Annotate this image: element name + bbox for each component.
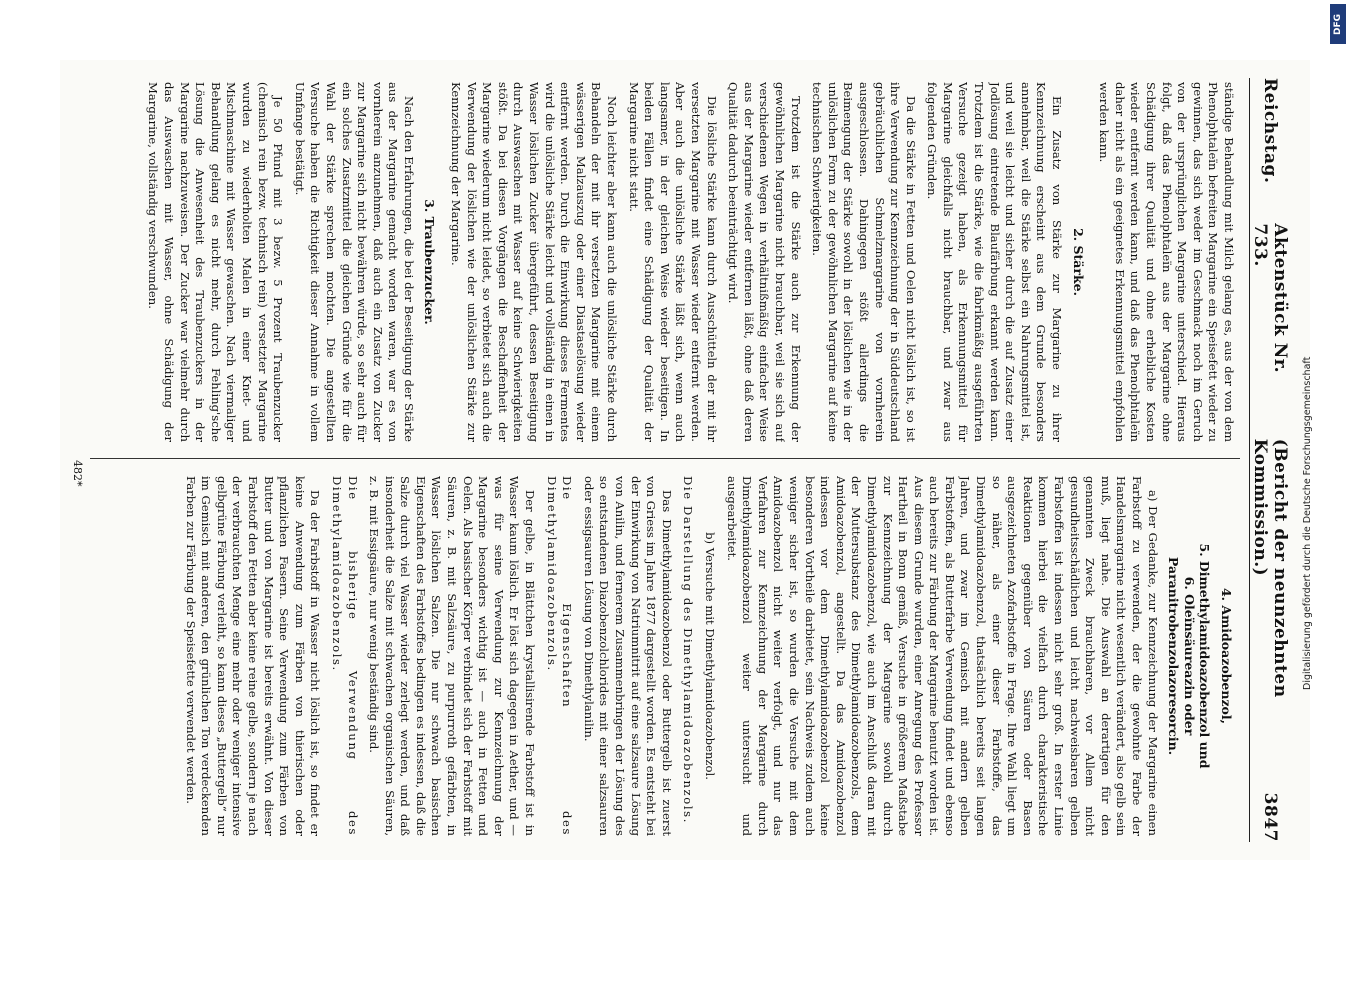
- document-page: [60, 60, 1310, 860]
- header-title: Reichstag.: [1260, 78, 1280, 184]
- sheet-signature: 482*: [71, 460, 84, 487]
- header-document-number: Aktenstück Nr. 733.: [1250, 223, 1290, 374]
- page-number: 3847: [1260, 792, 1280, 842]
- subheading-verwendung: Die bisherige Verwendung des Dimethylamidoazobenzols.: [329, 476, 360, 836]
- section-heading-amidoazobenzol: 4. Amidoazobenzol,: [1219, 587, 1234, 724]
- subheading-eigenschaften: Die Eigenschaften des Dimethylamidoazobenzols.: [544, 476, 575, 836]
- subheading: b) Versuche mit Dimethylamidoazobenzol.: [703, 532, 717, 780]
- paragraph: Die lösliche Stärke kann durch Ausschütteln der mit ihr versetzten Margarine mit Wasser wieder entfernt werden. Aber auch die unlösliche Stärke läßt sich, wenn auch langsamer, in der gleichen Weise wieder beseitigen. In beiden Fällen findet eine Schädigung der Qualität der Margarine nicht statt.: [626, 82, 719, 442]
- digitization-credit: Digitalisierung gefördert durch die Deutsche Forschungsgemeinschaft: [1302, 356, 1313, 690]
- page-header: [1249, 78, 1290, 842]
- header-commission: (Bericht der neunzehnten Kommission.): [1250, 438, 1290, 698]
- paragraph: ständige Behandlung mit Milch gelang es, aus der von dem Phenolphtaleïn befreiten Margarine ein Speisefett wieder zu gewinnen, das sich weder im Geschmack noch im Geruch von der ursprünglichen Margarine unterschied. Hieraus folgt, daß das Phenolphtaleïn aus der Margarine ohne Schädigung ihrer Qualität und ohne erhebliche Kosten wieder entfernt werden kann, und daß das Phenolphtaleïn daher nicht als ein geeignetes Erkennungsmittel empfohlen werden kann.: [1097, 82, 1236, 442]
- section-heading-olein: 6. Oleïnsäureazin oder Paranitrobenzolazoresorcin.: [1166, 556, 1197, 756]
- scanned-page-image: [60, 60, 1310, 860]
- paragraph: Je 50 Pfund mit 3 bezw. 5 Prozent Traubenzucker (chemisch rein bezw. technisch rein) versetzter Margarine wurden zu wiederholten Malen in einer Knet- und Mischmaschine mit Wasser gewaschen. Nach viermaliger Behandlung gelang es nicht mehr, durch Fehling'sche Lösung die Anwesenheit des Traubenzuckers in der Margarine nachzuweisen. Der Zucker war vielmehr durch das Auswaschen mit Wasser, ohne Schädigung der Margarine, vollständig verschwunden.: [146, 82, 286, 442]
- paragraph: Noch leichter aber kann auch die unlösliche Stärke durch Behandeln der mit ihr versetzten Margarine mit einem wässerigen Malzauszug oder einer Diastaselösung wieder entfernt werden. Durch die Einwirkung dieses Fermentes wird die unlösliche Stärke leicht und vollständig in einen in Wasser löslichen Zucker übergeführt, dessen Beseitigung durch Auswaschen mit Wasser auf keine Schwierigkeiten stößt. Da bei diesen Vorgängen die Beschaffenheit der Margarine wiederum nicht leidet, so verbietet sich auch die Verwendung der löslichen wie der unlöslichen Stärke zur Kennzeichnung der Margarine.: [449, 82, 620, 442]
- paragraph: Der gelbe, in Blättchen krystallisirende Farbstoff ist in Wasser kaum löslich. Er löst sich dagegen in Aether, und — was für seine Verwendung zur Kennzeichnung der Margarine besonders wichtig ist — auch in Fetten und Oelen. Als basischer Körper verbindet sich der Farbstoff mit Säuren, z. B. mit Salzsäure, zu purpurroth gefärbten, in Wasser löslichen Salzen. Die nur schwach basischen Eigenschaften des Farbstoffes bedingen es indessen, daß die Salze durch viel Wasser wieder zerlegt werden, und daß insonderheit die Salze mit schwachen organischen Säuren, z. B. mit Essigsäure, nur wenig beständig sind.: [367, 476, 538, 836]
- column-divider: [90, 458, 1240, 459]
- paragraph: Trotzdem ist die Stärke auch zur Erkennung der gewöhnlichen Margarine nicht brauchbar, weil sie sich auf verschiedenen Wegen in verhältnißmäßig einfacher Weise aus der Margarine wieder entfernen läßt, ohne daß deren Qualität dadurch beeinträchtigt wird.: [726, 82, 803, 442]
- left-column: [86, 82, 1236, 442]
- paragraph: Das Dimethylamidoazobenzol oder Buttergelb ist zuerst von Griess im Jahre 1877 dargestellt worden. Es entsteht bei der Einwirkung von Natriumnitrit auf eine salzsaure Lösung von Anilin, und fernerem Zusammenbringen der Lösung des so entstandenen Diazobenzolchlorides mit einer salzsauren oder essigsauren Lösung von Dimethylanilin.: [581, 476, 674, 836]
- section-heading-glucose: 3. Traubenzucker.: [422, 199, 438, 325]
- dfg-logo: DFG: [1330, 4, 1346, 44]
- paragraph: Da die Stärke in Fetten und Oelen nicht löslich ist, so ist ihre Verwendung zur Kennzeichnung der in Süddeutschland gebräuchlichen Schmelzmargarine von vornherein ausgeschlossen. Dahingegen stößt allerdings die Beimengung der Stärke sowohl in der löslichen wie in der unlöslichen Form zu der gewöhnlichen Margarine auf keine technischen Schwierigkeiten.: [810, 82, 918, 442]
- right-column: [86, 476, 1236, 836]
- paragraph: a) Der Gedanke, zur Kennzeichnung der Margarine einen Farbstoff zu verwenden, der die gewohnte Farbe der Handelsmargarine nicht wesentlich verändert, also gelb sein muß, liegt nahe. Die Auswahl an derartigen für den genannten Zweck brauchbaren, vor Allem nicht gesundheitsschädlichen und leicht nachweisbaren gelben Farbstoffen ist indessen nicht sehr groß. In erster Linie kommen hierbei die vielfach durch charakteristische Reaktionen gegenüber von Säuren oder Basen ausgezeichneten Azofarbstoffe in Frage. Ihre Wahl liegt um so näher, als einer dieser Farbstoffe, das Dimethylamidoazobenzol, thatsächlich bereits seit langen Jahren, und zwar im Gemisch mit andern gelben Farbstoffen, als Butterfarbe Verwendung findet und ebenso auch bereits zur Färbung der Margarine benutzt worden ist. Aus diesem Grunde wurden, einer Anregung des Professor Hartheil in Bonn gemäß, Versuche in größerem Maßstabe zur Kennzeichnung der Margarine sowohl durch Dimethylamidoazobenzol, wie auch im Anschluß daran mit der Muttersubstanz des Dimethylamidoazobenzols, dem Amidoazobenzol, angestellt. Da das Amidoazobenzol indessen vor dem Dimethylamidoazobenzol keine besonderen Vortheile darbietet, sein Nachweis zudem auch weniger sicher ist, so wurden die Versuche mit dem Amidoazobenzol nicht weiter verfolgt, und nur das Verfahren zur Kennzeichnung der Margarine durch Dimethylamidoazobenzol weiter untersucht und ausgearbeitet.: [724, 476, 1160, 836]
- subheading-darstellung: Die Darstellung des Dimethylamidoazobenzols.: [681, 476, 696, 824]
- section-heading-starch: 2. Stärke.: [1070, 228, 1086, 296]
- paragraph: Nach den Erfahrungen, die bei der Beseitigung der Stärke aus der Margarine gemacht worden waren, war es von vornherein anzunehmen, daß auch ein Zusatz von Zucker zur Margarine sich nicht bewähren würde, so sehr auch für ein solches Zusatzmittel die gleichen Gründe wie für die Wahl der Stärke sprechen mochten. Die angestellten Versuche haben die Richtigkeit dieser Annahme in vollem Umfange bestätigt.: [292, 82, 416, 442]
- section-heading-dimethyl: 5. Dimethylamidoazobenzol und: [1197, 543, 1213, 769]
- paragraph: Ein Zusatz von Stärke zur Margarine zu ihrer Kennzeichnung erscheint aus dem Grunde besonders annehmbar, weil die Stärke selbst ein Nahrungsmittel ist, und weil sie leicht und sicher durch die auf Zusatz einer Jodlösung eintretende Blaufärbung erkannt werden kann. Trotzdem ist die Stärke, wie die fabrikmäßig ausgeführten Versuche gezeigt haben, als Erkennungsmittel für Margarine gleichfalls nicht brauchbar, und zwar aus folgenden Gründen.: [925, 82, 1065, 442]
- paragraph: Da der Farbstoff in Wasser nicht löslich ist, so findet er keine Anwendung zum Färben von thierischen oder pflanzlichen Fasern. Seine Verwendung zum Färben von Butter und von Margarine ist bereits erwähnt. Von dieser Farbstoff den Fetten aber keine reine gelbe, sondern je nach der verbrauchten Menge eine mehr oder weniger intensive gelbgrüne Färbung verleiht, so kann dieses „Buttergelb“ nur im Gemisch mit anderen, den grünlichen Ton verdeckenden Farben zur Färbung der Speisefette verwendet werden.: [183, 476, 323, 836]
